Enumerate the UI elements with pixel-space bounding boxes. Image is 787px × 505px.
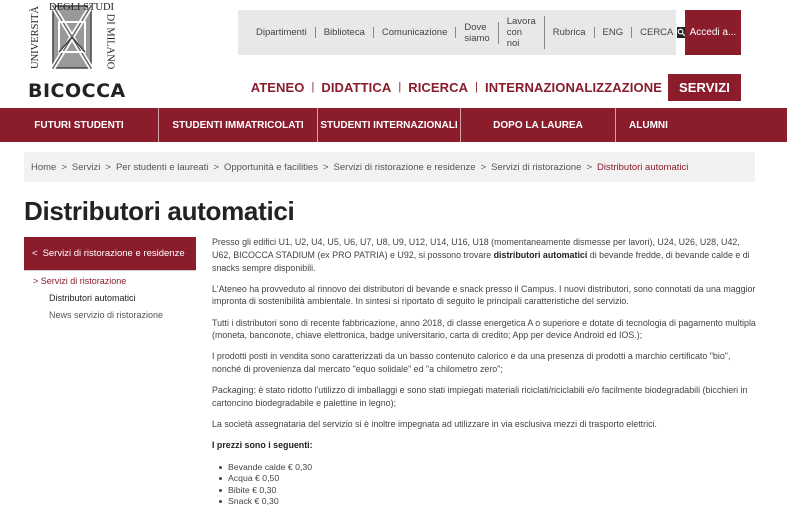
breadcrumb-ristorazione[interactable]: Servizi di ristorazione — [491, 161, 582, 173]
nav-ricerca[interactable]: RICERCA — [408, 79, 469, 95]
chevron-left-icon: < — [32, 248, 38, 259]
prices-list — [218, 462, 760, 505]
breadcrumb-servizi[interactable]: Servizi — [71, 161, 101, 173]
nav-internazionalizzazione[interactable]: INTERNAZIONALIZZAZIONE — [485, 79, 662, 95]
breadcrumb-sep: > — [105, 161, 111, 173]
paragraph-text: Presso gli edifici U1, U2, U4, U5, U6, U7, U8, U9, U12, U14, U16, U18 (momentaneamente dismesse per lavori), U24, U26, U28, U42, U62, BICOCCA STADIUM (ex PRO PATRIA) e U92, si possono trovare — [212, 237, 740, 260]
content-paragraph — [212, 236, 760, 274]
breadcrumb-sep: > — [213, 161, 219, 173]
list-item: Snack € 0,30 — [218, 496, 760, 505]
sidebar-header[interactable] — [24, 237, 196, 270]
search-link[interactable]: CERCA — [640, 27, 674, 38]
nav-ateneo[interactable]: ATENEO — [250, 79, 305, 95]
list-item: Bibite € 0,30 — [218, 485, 760, 496]
content-paragraph: Packaging: è stato ridotto l'utilizzo di imballaggi e sono stati impiegati materiali riciclati/riciclabili e/o facilmente biodegradabili (bicchieri in cartoncino biodegradabile e palettine in legno); — [212, 385, 748, 409]
utility-link-eng[interactable]: ENG — [595, 27, 633, 38]
nav-separator: | — [475, 81, 478, 93]
audience-studenti-immatricolati[interactable]: STUDENTI IMMATRICOLATI — [159, 108, 318, 142]
sidebar-item-news[interactable]: News servizio di ristorazione — [49, 310, 164, 320]
logo-text-degli-studi: DEGLI STUDI — [49, 2, 115, 13]
content-paragraph: Tutti i distributori sono di recente fabbricazione, anno 2018, di classe energetica A o superiore e dotate di tecnologia di pagamento multipla (moneta, banconote, chiave elettronica, badge universitario, carta di credito; App per device Android ed IOS.); — [212, 317, 756, 341]
breadcrumb-sep: > — [61, 161, 67, 173]
audience-futuri-studenti[interactable]: FUTURI STUDENTI — [0, 108, 159, 142]
sidebar-header-label: Servizi di ristorazione e residenze — [42, 248, 185, 259]
sidebar-divider — [24, 270, 196, 271]
content-paragraph: L'Ateneo ha provveduto al rinnovo dei distributori di bevande e snack presso il Campus. I nuovi distributori, sono connotati da una maggior impronta di sostenibilità ambientale. In sintesi si riportato di seguito le principali caratteristiche del servizio. — [212, 283, 756, 307]
login-button[interactable]: Accedi a... — [685, 10, 741, 55]
logo-text-di-milano: DI MILANO — [104, 13, 116, 70]
breadcrumb — [24, 152, 755, 182]
chevron-right-icon: > — [33, 276, 41, 286]
breadcrumb-opportunita[interactable]: Opportunità e facilities — [223, 161, 318, 173]
paragraph-bold: distributori automatici — [493, 249, 588, 260]
list-item: Acqua € 0,50 — [218, 473, 760, 484]
utility-link-dipartimenti[interactable]: Dipartimenti — [248, 27, 316, 38]
nav-separator: | — [398, 81, 402, 93]
nav-didattica[interactable]: DIDATTICA — [321, 79, 392, 95]
audience-studenti-internazionali[interactable]: STUDENTI INTERNAZIONALI — [318, 108, 461, 142]
audience-alumni[interactable]: ALUMNI — [629, 119, 668, 131]
breadcrumb-ristorazione-residenze[interactable]: Servizi di ristorazione e residenze — [333, 161, 476, 173]
breadcrumb-sep: > — [322, 161, 329, 173]
utility-link-biblioteca[interactable]: Biblioteca — [316, 27, 374, 38]
content-paragraph: La società assegnataria del servizio si è inoltre impegnata ad utilizzare in via esclusiva mezzi di trasporto elettrici. — [212, 419, 657, 430]
breadcrumb-studenti[interactable]: Per studenti e laureati — [115, 161, 209, 173]
main-content — [212, 236, 760, 505]
utility-link-rubrica[interactable]: Rubrica — [545, 27, 595, 38]
prices-heading: I prezzi sono i seguenti: — [212, 440, 313, 451]
paragraph-text: di bevande fredde, di bevande calde e di snacks sempre disponibili. — [212, 249, 750, 273]
content-paragraph: I prodotti posti in vendita sono caratterizzati da un basso contenuto calorico e da una presenza di prodotti a marchio certificato "bio", nonché di provenienza dal mercato "equo solidale" ed "a chilometro zero"; — [212, 351, 731, 375]
logo-wordmark: BICOCCA — [28, 80, 126, 102]
utility-link-dove-siamo[interactable]: Dove siamo — [456, 22, 498, 44]
sidebar-item-distributori[interactable]: Distributori automatici — [49, 293, 136, 303]
utility-link-lavora-con-noi[interactable]: Lavora con noi — [499, 16, 545, 49]
sidebar-item-label: Servizi di ristorazione — [40, 276, 127, 286]
list-item: Bevande calde € 0,30 — [218, 462, 760, 473]
breadcrumb-sep: > — [586, 161, 592, 173]
utility-bar — [238, 10, 676, 55]
breadcrumb-sep: > — [480, 161, 487, 173]
nav-servizi[interactable]: SERVIZI — [668, 74, 741, 101]
breadcrumb-current: Distributori automatici — [597, 161, 689, 173]
main-nav — [251, 73, 741, 101]
audience-nav — [0, 108, 787, 142]
logo-text-universita: UNIVERSITÀ — [30, 6, 41, 69]
page-title: Distributori automatici — [24, 196, 295, 226]
utility-link-comunicazione[interactable]: Comunicazione — [374, 27, 456, 38]
audience-dopo-la-laurea[interactable]: DOPO LA LAUREA — [461, 108, 616, 142]
university-logo[interactable] — [26, 2, 126, 102]
nav-separator: | — [311, 81, 315, 93]
breadcrumb-home[interactable]: Home — [31, 161, 57, 173]
logo-seal-icon — [39, 2, 103, 78]
sidebar-item-ristorazione[interactable] — [33, 276, 126, 286]
